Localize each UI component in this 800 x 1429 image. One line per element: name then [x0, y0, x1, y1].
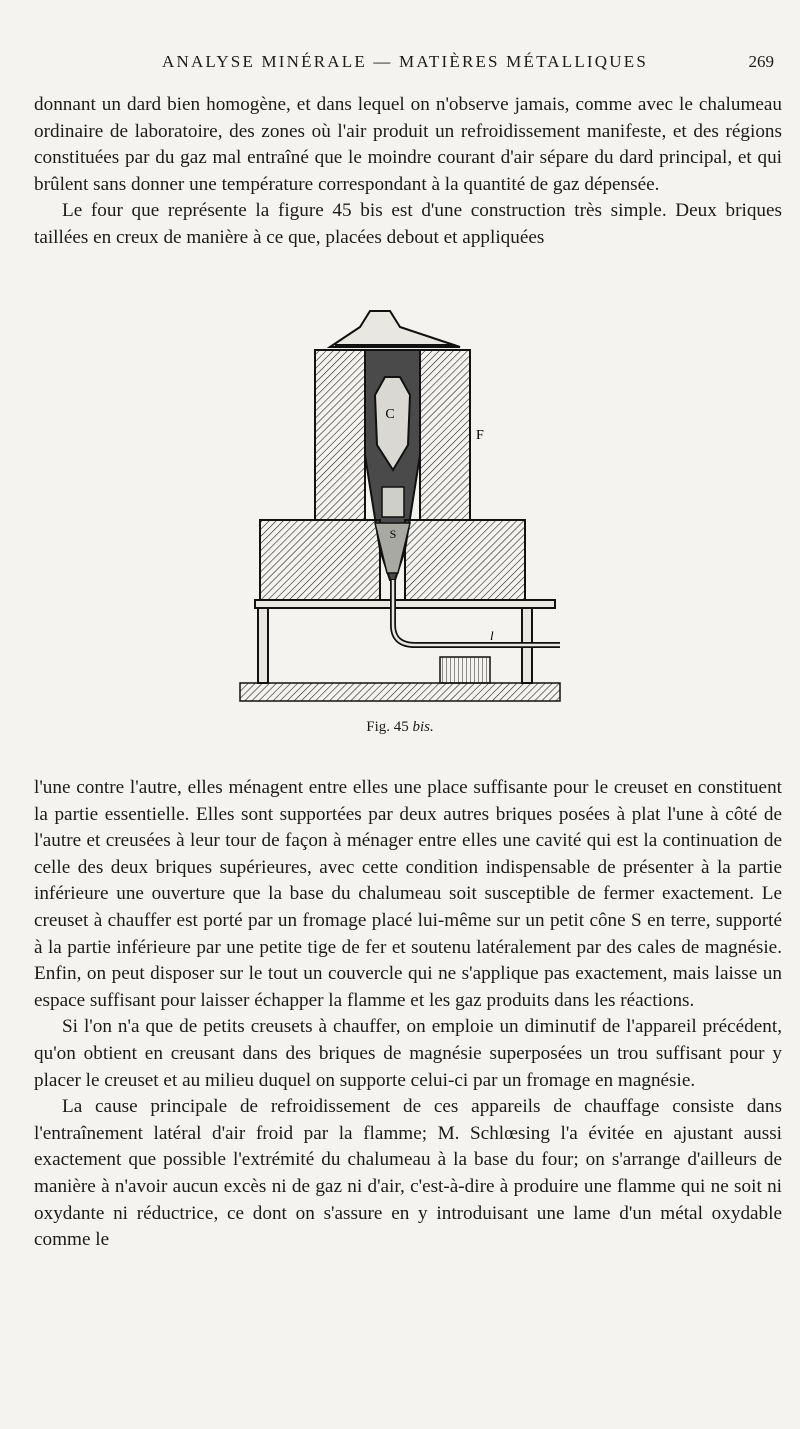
- lower-brick-right: [405, 520, 525, 600]
- upper-brick-right: [420, 350, 470, 520]
- page-number: 269: [748, 52, 774, 71]
- lower-brick-left: [260, 520, 380, 600]
- furnace-illustration: [230, 305, 570, 715]
- paragraph: La cause principale de refroidissement de ces appareils de chauffage consiste dans l'entraînement latéral d'air froid par la flamme; M. Schlœsing l'a évitée en ajustant aussi exactement que possible l'extrémité du chalumeau à la base du four; on s'arrange d'ailleurs de manière à n'avoir aucun excès ni de gaz ni d'air, c'est-à-dire à produire une flamme qui ne soit ni oxydante ni réductrice, ce dont on s'assure en y introduisant une lame d'un métal oxydable comme le: [34, 1096, 782, 1251]
- running-header: [36, 52, 774, 76]
- upper-brick-left: [315, 350, 365, 520]
- label-l: l: [490, 628, 494, 643]
- label-s: S: [389, 527, 397, 541]
- caption-text: Fig. 45: [366, 719, 413, 735]
- text-block-top: [34, 92, 782, 252]
- figure-caption: [0, 719, 800, 736]
- paragraph: l'une contre l'autre, elles ménagent entre elles une place suffisante pour le creuset en constituent la partie essentielle. Elles sont supportées par deux autres briques posées à plat l'une à côté de l'autre et creusées à leur tour de façon à ménager entre elles une cavité qui est la continuation de celle des deux briques supérieures, avec cette condition indispensable de présenter à la partie inférieure une ouverture que la base du chalumeau soit susceptible de fermer exactement. Le creuset à chauffer est porté par un fromage placé lui-même sur un petit cône S en terre, supporté à la partie inférieure par une petite tige de fer et soutenu latéralement par des cales de magnésie. Enfin, on peut disposer sur le tout un couvercle qui ne s'applique pas exactement, mais laisse un espace suffisant pour laisser échapper la flamme et les gaz produits dans les réactions.: [34, 777, 782, 1011]
- label-c: C: [385, 407, 395, 422]
- text-block-bottom: [34, 775, 782, 1254]
- paragraph: donnant un dard bien homogène, et dans lequel on n'observe jamais, comme avec le chalumeau ordinaire de laboratoire, des zones où l'air produit un refroidissement manifeste, et des régions constituées par du gaz mal entraîné que le moindre courant d'air sépare du dard principal, et qui brûlent sans donner une température correspondant à la quantité de gaz dépensée.: [34, 94, 782, 195]
- paragraph: Le four que représente la figure 45 bis est d'une construction très simple. Deux briques taillées en creux de manière à ce que, placées debout et appliquées: [34, 200, 782, 248]
- label-f: F: [476, 428, 484, 443]
- paragraph: Si l'on n'a que de petits creusets à chauffer, on emploie un diminutif de l'appareil précédent, qu'on obtient en creusant dans des briques de magnésie superposées un trou suffisant pour y placer le creuset et au milieu duquel on supporte celui-ci par un fromage en magnésie.: [34, 1016, 782, 1091]
- caption-italic: bis.: [412, 719, 434, 735]
- furnace-lid: [330, 311, 460, 347]
- running-title: ANALYSE MINÉRALE — MATIÈRES MÉTALLIQUES: [162, 52, 648, 71]
